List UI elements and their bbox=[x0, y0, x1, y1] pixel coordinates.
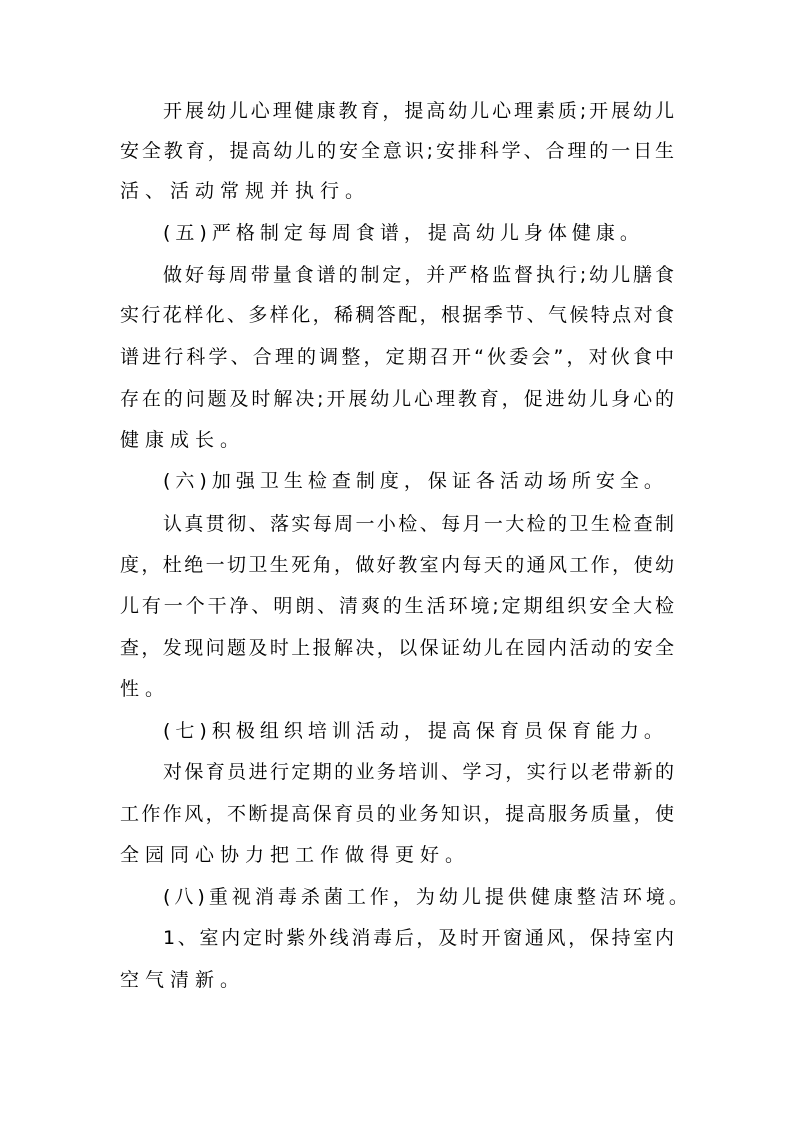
paragraph-line: 做好每周带量食谱的制定，并严格监督执行;幼儿膳食 bbox=[163, 264, 674, 286]
paragraph-line: 全园同心协力把工作做得更好。 bbox=[120, 844, 471, 866]
paragraph-line: 活、活动常规并执行。 bbox=[120, 180, 371, 202]
paragraph-line: 性。 bbox=[120, 678, 171, 700]
paragraph-line: 谱进行科学、合理的调整，定期召开“伙委会”，对伙食中 bbox=[120, 346, 674, 368]
paragraph-line: 认真贯彻、落实每周一小检、每月一大检的卫生检查制 bbox=[163, 513, 674, 535]
paragraph-line: 度，杜绝一切卫生死角，做好教室内每天的通风工作，使幼 bbox=[120, 554, 674, 576]
paragraph-line: 安全教育，提高幼儿的安全意识;安排科学、合理的一日生 bbox=[120, 140, 674, 162]
paragraph-line: 对保育员进行定期的业务培训、学习，实行以老带新的 bbox=[163, 761, 674, 783]
section-heading: (八)重视消毒杀菌工作，为幼儿提供健康整洁环境。 bbox=[163, 886, 692, 908]
section-heading: (六)加强卫生检查制度，保证各活动场所安全。 bbox=[163, 470, 668, 492]
paragraph-line: 开展幼儿心理健康教育，提高幼儿心理素质;开展幼儿 bbox=[163, 100, 674, 122]
paragraph-line: 儿有一个干净、明朗、清爽的生活环境;定期组织安全大检 bbox=[120, 595, 674, 617]
paragraph-line: 健康成长。 bbox=[120, 429, 246, 451]
section-heading: (七)积极组织培训活动，提高保育员保育能力。 bbox=[163, 720, 668, 742]
list-item-line: 1、室内定时紫外线消毒后，及时开窗通风，保持室内 bbox=[163, 927, 674, 949]
paragraph-line: 工作作风，不断提高保育员的业务知识，提高服务质量，使 bbox=[120, 803, 674, 825]
paragraph-line: 实行花样化、多样化，稀稠答配，根据季节、气候特点对食 bbox=[120, 304, 674, 326]
paragraph-line: 查，发现问题及时上报解决，以保证幼儿在园内活动的安全 bbox=[120, 637, 674, 659]
list-item-line: 空气清新。 bbox=[120, 969, 246, 991]
section-heading: (五)严格制定每周食谱，提高幼儿身体健康。 bbox=[163, 222, 644, 244]
paragraph-line: 存在的问题及时解决;开展幼儿心理教育，促进幼儿身心的 bbox=[120, 388, 674, 410]
